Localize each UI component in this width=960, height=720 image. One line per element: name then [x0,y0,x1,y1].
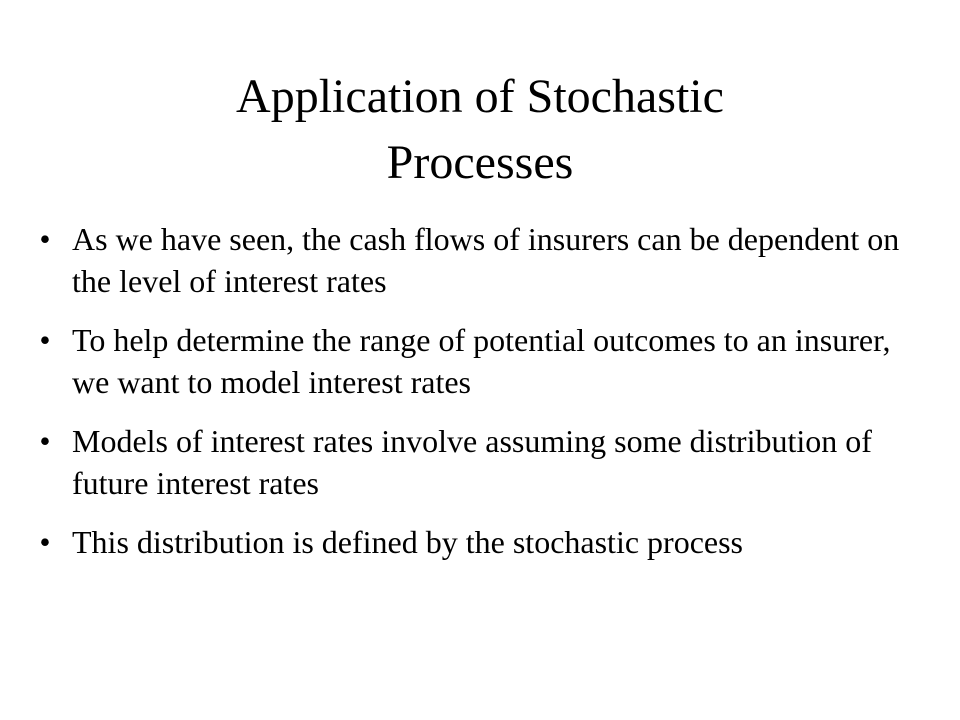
bullet-text: Models of interest rates involve assuming some distribution of future interest rates [72,423,872,501]
bullet-item-2 [30,319,910,403]
slide-title-line-2: Processes [386,136,574,189]
bullet-icon: • [39,524,51,560]
bullet-item-1 [30,218,910,302]
bullet-list [30,218,910,580]
bullet-item-3 [30,420,910,504]
bullet-item-4 [30,521,910,563]
bullet-text: As we have seen, the cash flows of insurers can be dependent on the level of interest rates [72,221,900,299]
bullet-icon: • [39,423,51,459]
bullet-icon: • [39,322,51,358]
bullet-text: This distribution is defined by the stochastic process [72,524,743,560]
bullet-icon: • [39,221,51,257]
slide-title-line-1: Application of Stochastic [236,70,724,123]
slide-title [0,64,960,196]
bullet-text: To help determine the range of potential outcomes to an insurer, we want to model interest rates [72,322,891,400]
